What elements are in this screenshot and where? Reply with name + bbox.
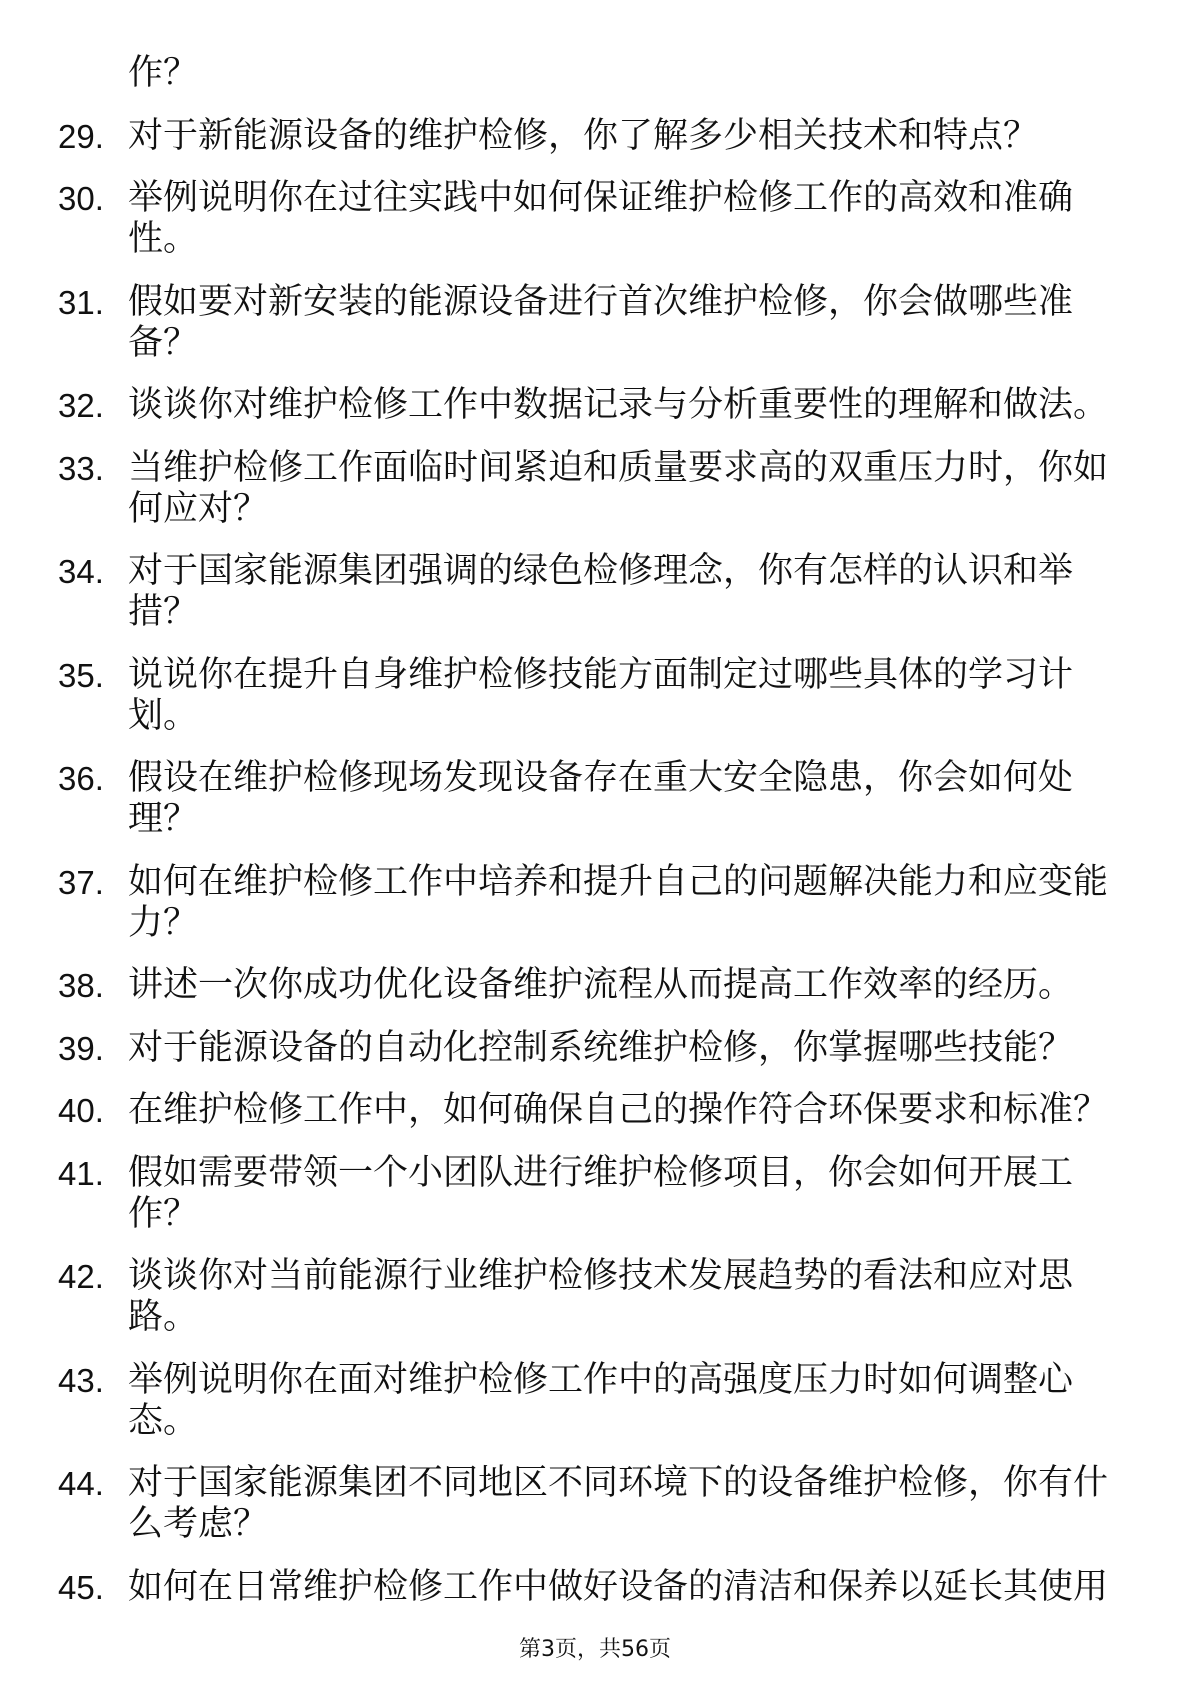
page-footer: 第3页，共56页 xyxy=(519,1637,671,1662)
question-text xyxy=(128,385,1138,426)
question-text-line: 谈谈你对当前能源行业维护检修技术发展趋势的看法和应对思 xyxy=(128,1256,1074,1296)
question-text xyxy=(128,1463,1138,1545)
question-text xyxy=(128,1028,1138,1069)
question-text-line: 如何在维护检修工作中培养和提升自己的问题解决能力和应变能 xyxy=(128,861,1109,902)
question-item-32 xyxy=(58,385,1138,426)
question-number: 39. xyxy=(58,1029,104,1067)
question-text-line: 说说你在提升自身维护检修技能方面制定过哪些具体的学习计 xyxy=(128,654,1074,695)
question-text-line: 在维护检修工作中，如何确保自己的操作符合环保要求和标准？ xyxy=(128,1090,1109,1130)
question-text-line: 理？ xyxy=(128,799,199,839)
question-text-line: 对于能源设备的自动化控制系统维护检修，你掌握哪些技能？ xyxy=(128,1027,1074,1068)
question-text xyxy=(128,116,1138,157)
question-item-33 xyxy=(58,448,1138,530)
question-text-line: 性。 xyxy=(128,219,199,259)
question-text xyxy=(128,655,1138,737)
question-item-30 xyxy=(58,178,1138,260)
question-text xyxy=(128,551,1138,633)
question-text xyxy=(128,1256,1138,1338)
question-item-38 xyxy=(58,965,1138,1006)
question-text xyxy=(128,448,1138,530)
question-item-34 xyxy=(58,551,1138,633)
question-item-35 xyxy=(58,655,1138,737)
question-text-line: 作？ xyxy=(128,53,199,93)
question-text xyxy=(128,1090,1138,1131)
question-item-39 xyxy=(58,1028,1138,1069)
question-number: 34. xyxy=(58,553,104,590)
question-number: 43. xyxy=(58,1361,104,1399)
question-number: 30. xyxy=(58,180,104,217)
question-number: 33. xyxy=(58,449,104,487)
question-item-continuation xyxy=(58,53,1138,94)
question-item-40 xyxy=(58,1090,1138,1131)
question-text xyxy=(128,965,1138,1006)
question-text-line: 谈谈你对维护检修工作中数据记录与分析重要性的理解和做法。 xyxy=(128,385,1109,425)
question-text xyxy=(128,862,1138,944)
question-text-line: 如何在日常维护检修工作中做好设备的清洁和保养以延长其使用 xyxy=(128,1566,1109,1607)
question-text-line: 假如要对新安装的能源设备进行首次维护检修，你会做哪些准 xyxy=(128,281,1074,322)
question-text-line: 措？ xyxy=(128,592,199,632)
question-text-line: 举例说明你在面对维护检修工作中的高强度压力时如何调整心 xyxy=(128,1359,1074,1400)
question-item-43 xyxy=(58,1360,1138,1442)
question-text xyxy=(128,53,1138,94)
question-item-45 xyxy=(58,1567,1138,1608)
question-text xyxy=(128,1360,1138,1442)
question-text-line: 何应对？ xyxy=(128,488,269,529)
question-number: 41. xyxy=(58,1154,104,1192)
question-text-line: 备？ xyxy=(128,322,199,363)
question-text xyxy=(128,758,1138,840)
question-number: 36. xyxy=(58,760,104,797)
question-item-37 xyxy=(58,862,1138,944)
question-number: 32. xyxy=(58,387,104,424)
question-item-29 xyxy=(58,116,1138,157)
question-text-line: 态。 xyxy=(128,1400,199,1441)
question-text-line: 路。 xyxy=(128,1297,199,1337)
question-text-line: 对于新能源设备的维护检修，你了解多少相关技术和特点？ xyxy=(128,115,1039,156)
question-number: 44. xyxy=(58,1465,104,1502)
question-text-line: 当维护检修工作面临时间紧迫和质量要求高的双重压力时，你如 xyxy=(128,447,1109,488)
question-number: 31. xyxy=(58,283,104,321)
question-item-41 xyxy=(58,1153,1138,1235)
question-number: 40. xyxy=(58,1092,104,1129)
question-number: 45. xyxy=(58,1568,104,1606)
question-list xyxy=(58,53,1138,1629)
question-text-line: 力？ xyxy=(128,902,199,943)
question-text xyxy=(128,178,1138,260)
question-number: 38. xyxy=(58,967,104,1004)
question-item-31 xyxy=(58,282,1138,364)
question-text-line: 对于国家能源集团不同地区不同环境下的设备维护检修，你有什 xyxy=(128,1463,1109,1503)
question-number: 29. xyxy=(58,117,104,155)
question-text-line: 划。 xyxy=(128,695,199,736)
question-number: 37. xyxy=(58,863,104,901)
question-item-44 xyxy=(58,1463,1138,1545)
question-text xyxy=(128,1567,1138,1608)
question-text-line: 对于国家能源集团强调的绿色检修理念，你有怎样的认识和举 xyxy=(128,551,1074,591)
question-text xyxy=(128,282,1138,364)
question-text-line: 作？ xyxy=(128,1193,199,1234)
question-text-line: 讲述一次你成功优化设备维护流程从而提高工作效率的经历。 xyxy=(128,965,1074,1005)
question-text-line: 举例说明你在过往实践中如何保证维护检修工作的高效和准确 xyxy=(128,178,1074,218)
question-number: 35. xyxy=(58,656,104,694)
question-text xyxy=(128,1153,1138,1235)
question-text-line: 假如需要带领一个小团队进行维护检修项目，你会如何开展工 xyxy=(128,1152,1074,1193)
question-item-36 xyxy=(58,758,1138,840)
question-text-line: 么考虑？ xyxy=(128,1504,269,1544)
question-number: 42. xyxy=(58,1258,104,1295)
question-item-42 xyxy=(58,1256,1138,1338)
question-text-line: 假设在维护检修现场发现设备存在重大安全隐患，你会如何处 xyxy=(128,758,1074,798)
